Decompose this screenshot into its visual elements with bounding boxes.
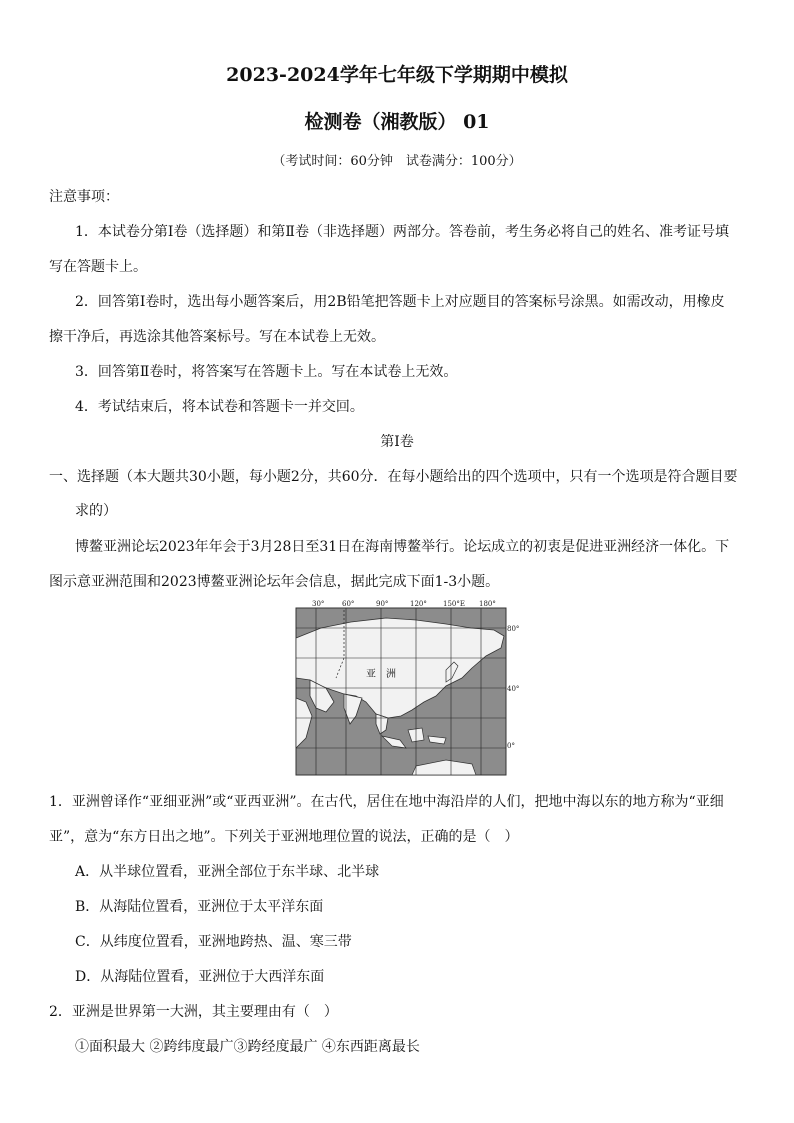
- notice-item-1: 1．本试卷分第Ⅰ卷（选择题）和第Ⅱ卷（非选择题）两部分。答卷前，考生务必将自己的姓名、准考证号填: [75, 224, 729, 240]
- question-1: 1．亚洲曾译作“亚细亚洲”或“亚西亚洲”。在古代，居住在地中海沿岸的人们，把地中海以东的地方称为“亚细: [49, 794, 724, 810]
- continent-label: 亚 洲: [366, 669, 396, 680]
- lat-label-80: 80°: [507, 625, 520, 633]
- lat-label-40: 40°: [507, 685, 520, 693]
- passage-line-1: 博鳌亚洲论坛2023年年会于3月28日至31日在海南博鳌举行。论坛成立的初衷是促进亚洲经济一体化。下: [75, 539, 730, 555]
- exam-info: （考试时间：60分钟 试卷满分：100分）: [272, 154, 522, 169]
- notice-item-3: 3．回答第Ⅱ卷时，将答案写在答题卡上。写在本试卷上无效。: [75, 364, 458, 380]
- q1-option-a: A．从半球位置看，亚洲全部位于东半球、北半球: [75, 864, 380, 880]
- question-2: 2．亚洲是世界第一大洲，其主要理由有（ ）: [49, 1004, 338, 1020]
- section-instructions: 一、选择题（本大题共30小题，每小题2分，共60分．在每小题给出的四个选项中，只有一个选项是符合题目要: [49, 469, 738, 485]
- exam-title-line1: 2023-2024学年七年级下学期期中模拟: [226, 64, 568, 86]
- question-1-cont: 亚”，意为“东方日出之地”。下列关于亚洲地理位置的说法，正确的是（ ）: [49, 829, 519, 845]
- section-instructions-cont: 求的）: [75, 503, 117, 519]
- lon-label-30: 30°: [312, 600, 325, 608]
- notice-item-2-cont: 擦干净后，再选涂其他答案标号。写在本试卷上无效。: [49, 329, 385, 345]
- notice-item-2: 2．回答第Ⅰ卷时，选出每小题答案后，用2B铅笔把答题卡上对应题目的答案标号涂黑。如需改动，用橡皮: [75, 294, 725, 310]
- notice-item-4: 4．考试结束后，将本试卷和答题卡一并交回。: [75, 399, 364, 415]
- lon-label-120: 120°: [410, 600, 427, 608]
- q1-option-d: D．从海陆位置看，亚洲位于大西洋东面: [75, 969, 325, 985]
- q1-option-c: C．从纬度位置看，亚洲地跨热、温、寒三带: [75, 934, 352, 950]
- exam-title-line2: 检测卷（湘教版） 01: [304, 111, 490, 133]
- volume-title: 第Ⅰ卷: [380, 434, 414, 450]
- question-2-statements: ①面积最大 ②跨纬度最广③跨经度最广 ④东西距离最长: [75, 1039, 420, 1055]
- lat-label-0: 0°: [507, 742, 515, 750]
- lon-label-180: 180°: [479, 600, 496, 608]
- passage-line-2: 图示意亚洲范围和2023博鳌亚洲论坛年会信息，据此完成下面1-3小题。: [49, 574, 500, 590]
- q1-option-b: B．从海陆位置看，亚洲位于太平洋东面: [75, 899, 324, 915]
- notice-item-1-cont: 写在答题卡上。: [49, 259, 147, 275]
- lon-label-150: 150°E: [443, 600, 465, 608]
- lon-label-90: 90°: [376, 600, 389, 608]
- lon-label-60: 60°: [342, 600, 355, 608]
- notice-heading: 注意事项：: [49, 189, 119, 205]
- asia-map-figure: [296, 598, 520, 776]
